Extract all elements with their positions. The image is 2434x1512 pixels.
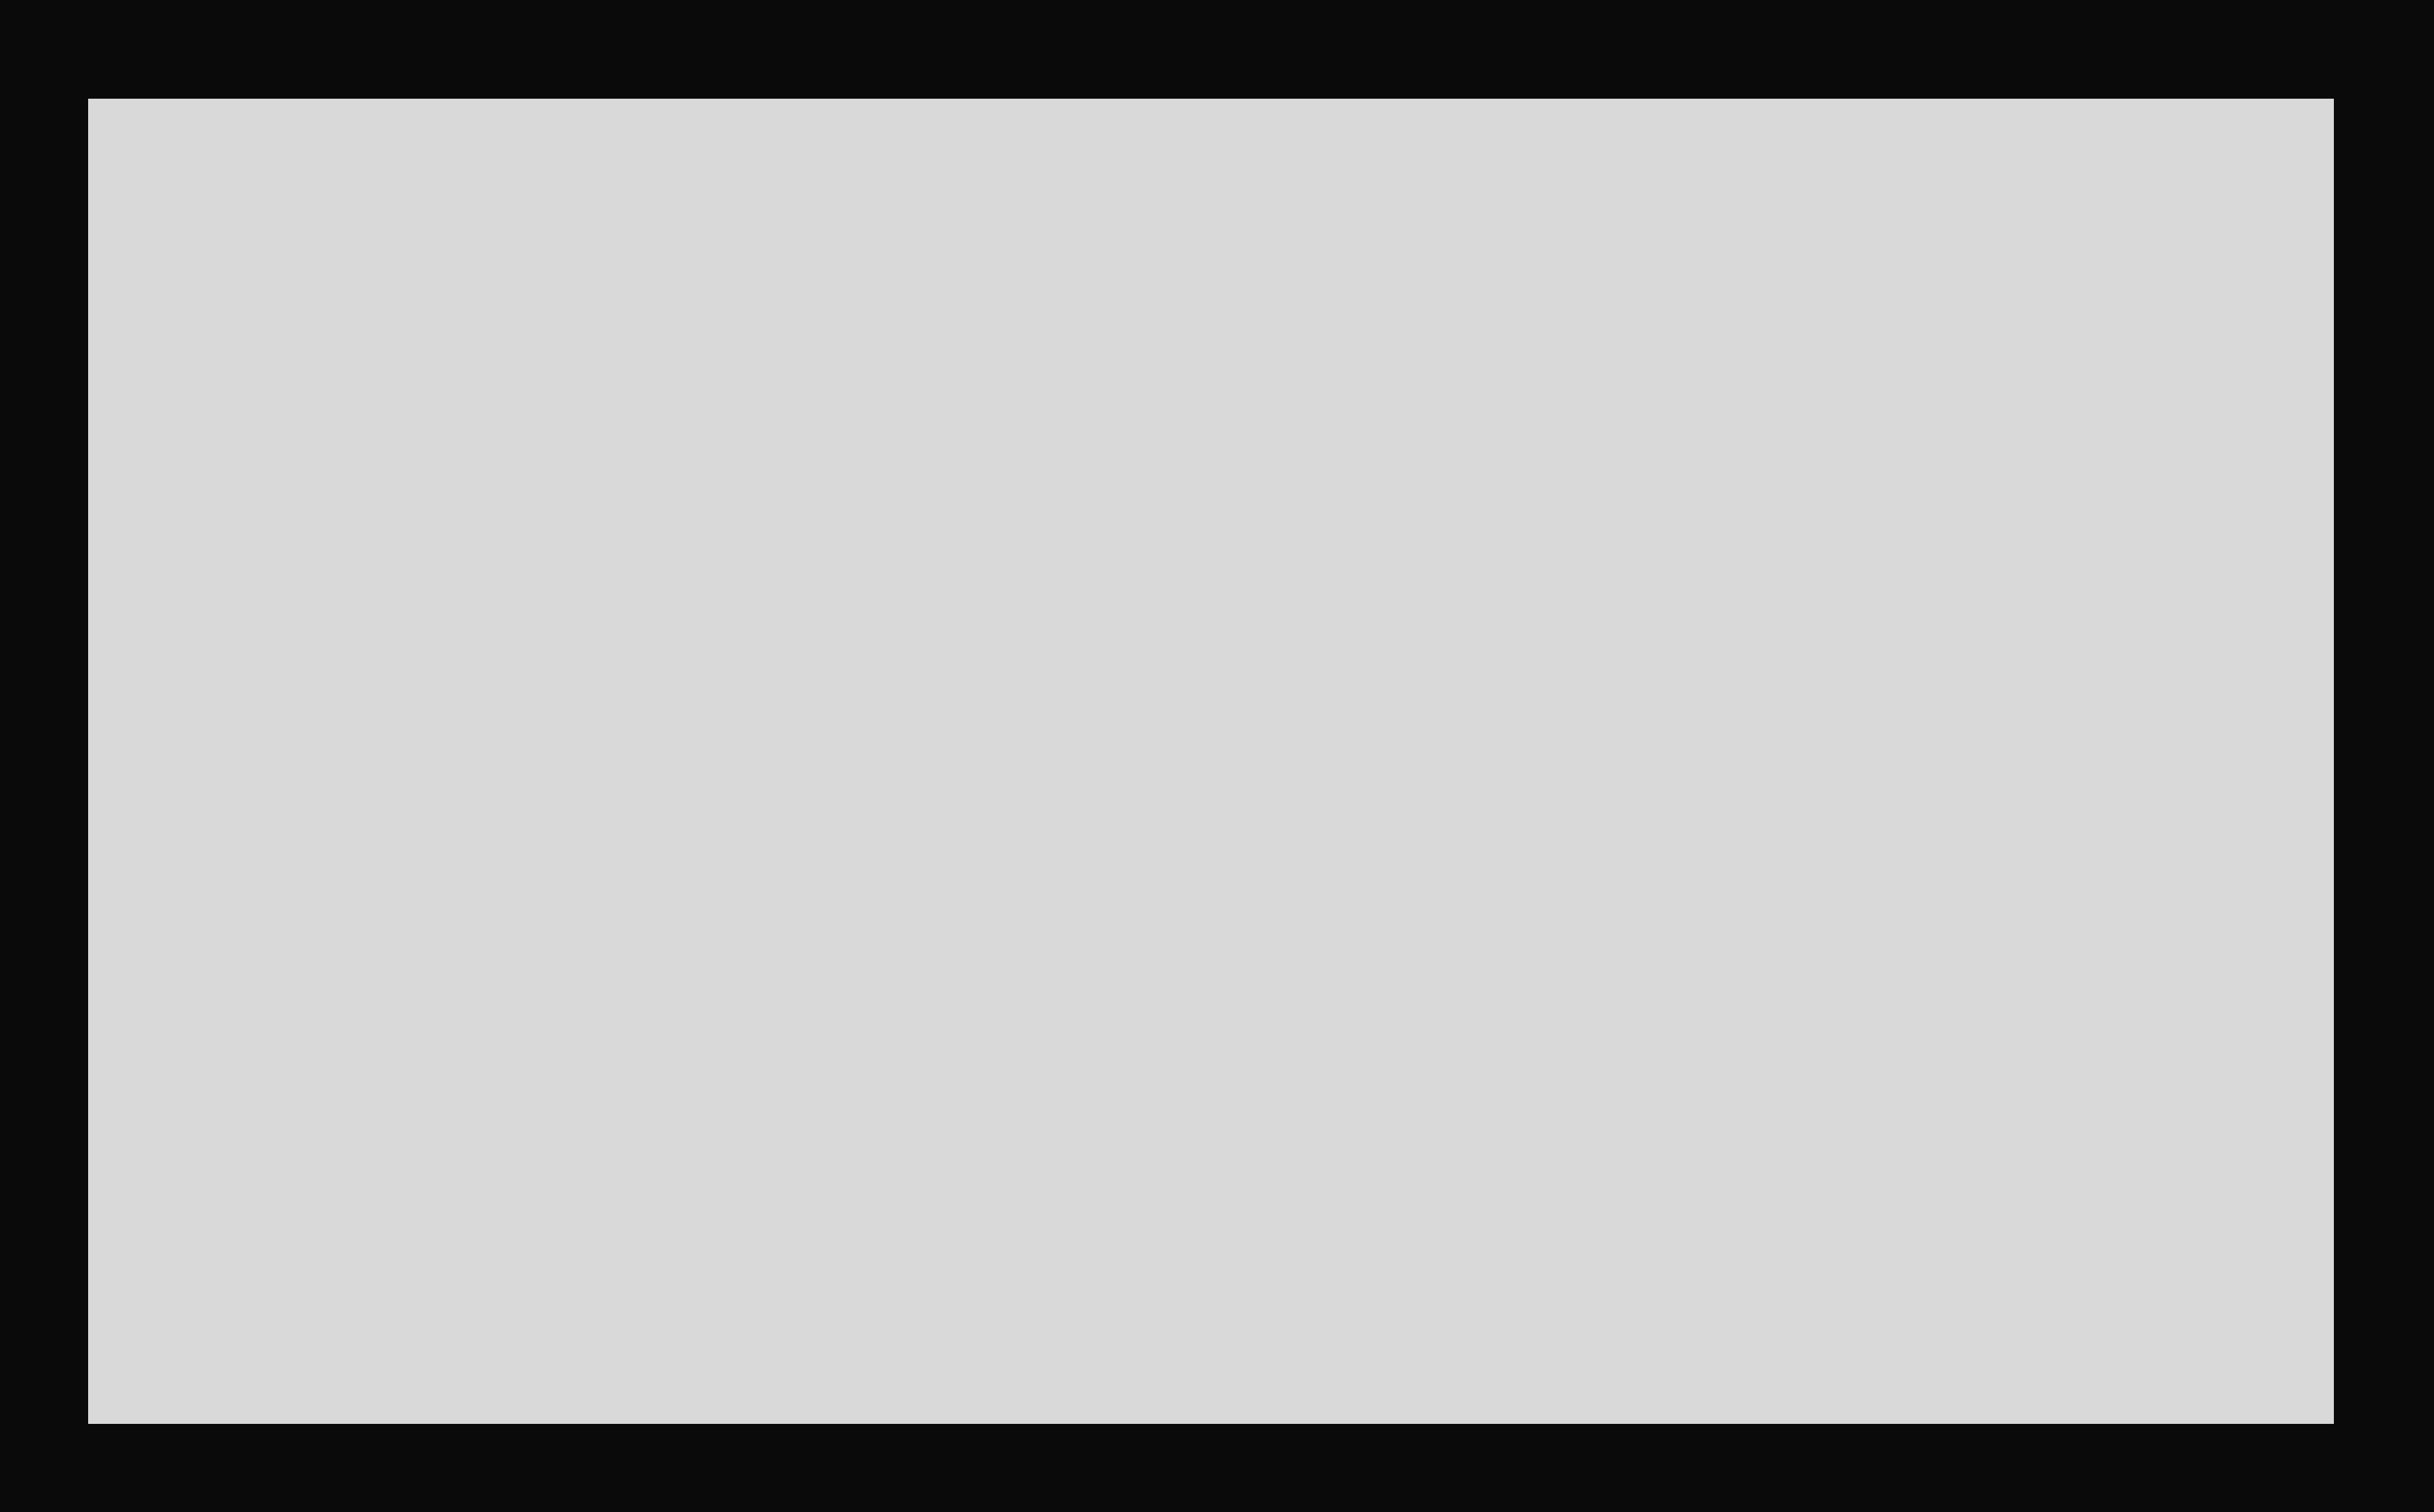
census-card xyxy=(88,99,2334,1424)
